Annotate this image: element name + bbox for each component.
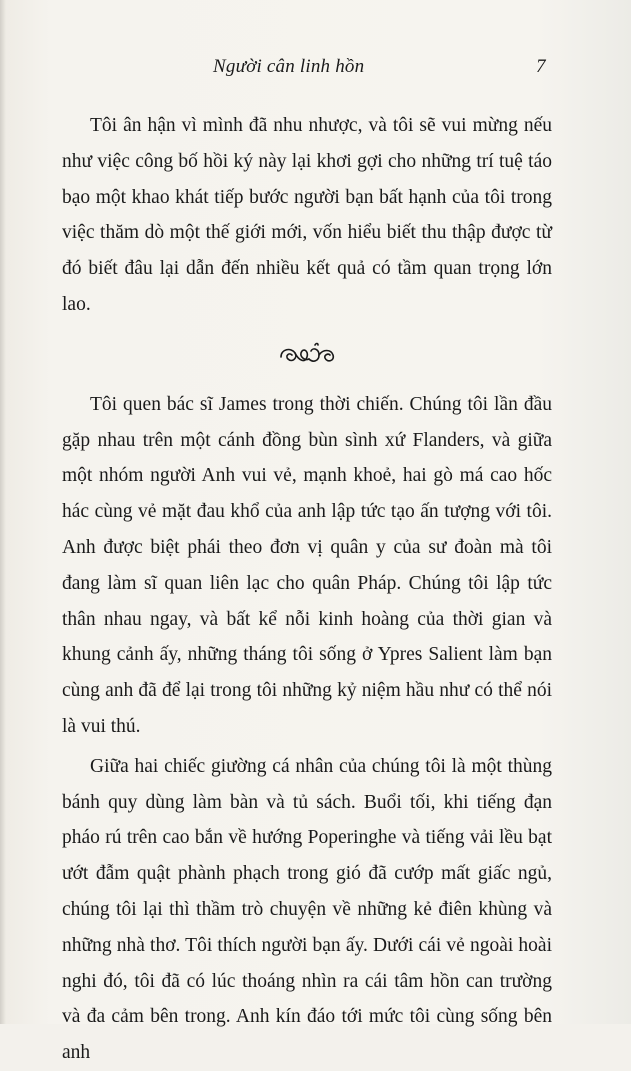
paragraph-3: Giữa hai chiếc giường cá nhân của chúng tôi là một thùng bánh quy dùng làm bàn và tủ sách. Buổi tối, khi tiếng đạn pháo rú trên cao bắn về hướng Poperinghe và tiếng vải lều bạt ướt đẫm quật phành phạch trong gió đã cướp mất giấc ngủ, chúng tôi lại thì thầm trò chuyện về những kẻ điên khùng và những nhà thơ. Tôi thích người bạn ấy. Dưới cái vẻ ngoài hoài nghi đó, tôi đã có lúc thoáng nhìn ra cái tâm hồn can trường và đa cảm bên trong. Anh kín đáo tới mức tôi cùng sống bên anh xyxy=(62,755,552,1064)
body-text xyxy=(62,108,552,1071)
paragraph-1: Tôi ân hận vì mình đã nhu nhược, và tôi sẽ vui mừng nếu như việc công bố hồi ký này lại khơi gợi cho những trí tuệ táo bạo một khao khát tiếp bước người bạn bất hạnh của tôi trong việc thăm dò một thế giới mới, vốn hiểu biết thu thập được từ đó biết đâu lại dẫn đến nhiều kết quả có tầm quan trọng lớn lao. xyxy=(62,115,552,315)
page-gutter-shadow xyxy=(0,0,6,1024)
running-title: Người cân linh hồn xyxy=(213,56,365,77)
flourish-icon xyxy=(275,339,339,369)
paragraph-2: Tôi quen bác sĩ James trong thời chiến. Chúng tôi lần đầu gặp nhau trên một cánh đồng bùn sình xứ Flanders, và giữa một nhóm người Anh vui vẻ, mạnh khoẻ, hai gò má cao hốc hác cùng vẻ mặt đau khổ của anh lập tức tạo ấn tượng với tôi. Anh được biệt phái theo đơn vị quân y của sư đoàn mà tôi đang làm sĩ quan liên lạc cho quân Pháp. Chúng tôi lập tức thân nhau ngay, và bất kể nỗi kinh hoàng của thời gian và khung cảnh ấy, những tháng tôi sống ở Ypres Salient làm bạn cùng anh đã để lại trong tôi những kỷ niệm hầu như có thể nói là vui thú. xyxy=(62,393,552,737)
page-header xyxy=(0,56,631,86)
page-number: 7 xyxy=(536,56,546,77)
section-ornament xyxy=(62,323,552,385)
